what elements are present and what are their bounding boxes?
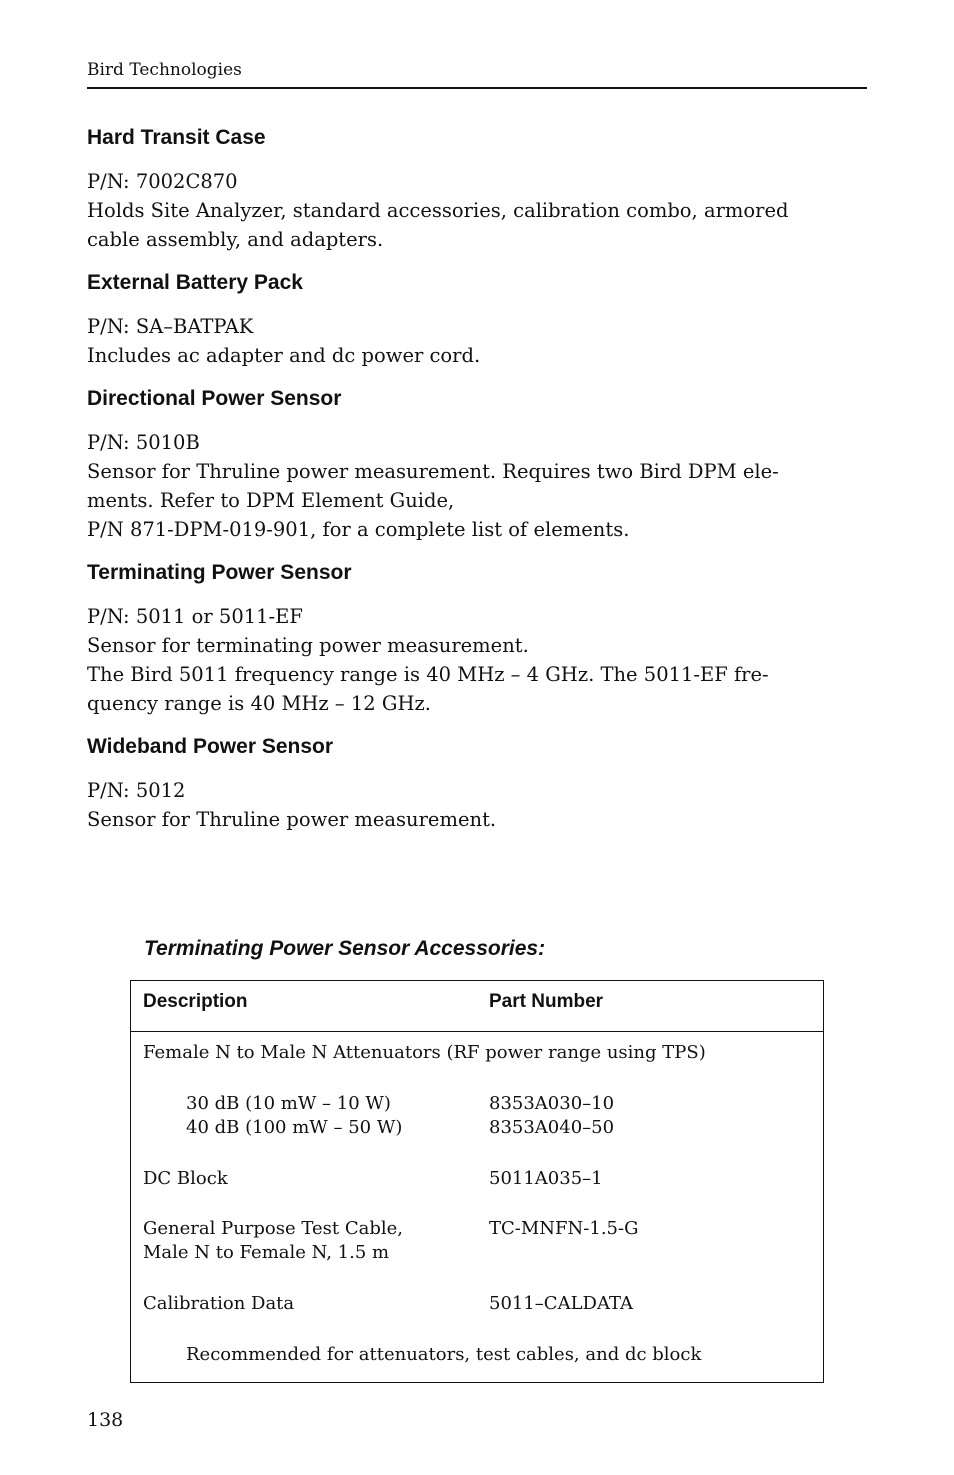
dc-block-part-number: 5011A035–1 — [489, 1168, 603, 1189]
page-header — [87, 60, 867, 89]
cal-data-note: Recommended for attenuators, test cables, and dc block — [186, 1344, 702, 1365]
body-line: Includes ac adapter and dc power cord. — [87, 344, 481, 367]
body-line: P/N: 5010B — [87, 431, 200, 454]
body-line: The Bird 5011 frequency range is 40 MHz – 4 GHz. The 5011-EF fre- — [87, 663, 769, 686]
cal-data-part-number: 5011–CALDATA — [489, 1293, 633, 1314]
body-line: Sensor for terminating power measurement. — [87, 634, 529, 657]
section-body — [87, 167, 867, 254]
body-line: Sensor for Thruline power measurement. Requires two Bird DPM ele- — [87, 460, 779, 483]
section-body — [87, 312, 867, 370]
section-wideband-power-sensor — [87, 733, 867, 834]
attenuators-heading: Female N to Male N Attenuators (RF power range using TPS) — [143, 1042, 706, 1063]
body-line: quency range is 40 MHz – 12 GHz. — [87, 692, 431, 715]
test-cable-part-number: TC-MNFN-1.5-G — [489, 1218, 639, 1239]
body-line: P/N: SA–BATPAK — [87, 315, 254, 338]
section-body — [87, 602, 867, 718]
body-line: P/N: 7002C870 — [87, 170, 238, 193]
section-title: Terminating Power Sensor — [87, 561, 352, 584]
accessories-table — [130, 980, 824, 1383]
section-title: Wideband Power Sensor — [87, 735, 334, 758]
section-directional-power-sensor — [87, 385, 867, 544]
section-terminating-power-sensor — [87, 559, 867, 718]
att40-description: 40 dB (100 mW – 50 W) — [186, 1117, 403, 1138]
section-title: Hard Transit Case — [87, 126, 266, 149]
att30-description: 30 dB (10 mW – 10 W) — [186, 1093, 391, 1114]
section-external-battery-pack — [87, 269, 867, 370]
table-header — [131, 981, 823, 1032]
body-line: cable assembly, and adapters. — [87, 228, 384, 251]
att30-part-number: 8353A030–10 — [489, 1093, 615, 1114]
body-line: P/N: 5011 or 5011-EF — [87, 605, 303, 628]
dc-block-description: DC Block — [143, 1168, 228, 1189]
section-hard-transit-case — [87, 124, 867, 254]
section-title: External Battery Pack — [87, 271, 303, 294]
body-line: Holds Site Analyzer, standard accessories, calibration combo, armored — [87, 199, 789, 222]
att40-part-number: 8353A040–50 — [489, 1117, 615, 1138]
test-cable-description-line2: Male N to Female N, 1.5 m — [143, 1242, 390, 1263]
section-title: Directional Power Sensor — [87, 387, 342, 410]
test-cable-description-line1: General Purpose Test Cable, — [143, 1218, 403, 1239]
column-header-part-number: Part Number — [489, 991, 604, 1012]
section-body — [87, 428, 867, 544]
body-line: P/N: 5012 — [87, 779, 186, 802]
table-caption: Terminating Power Sensor Accessories: — [144, 937, 546, 960]
section-body — [87, 776, 867, 834]
header-title: Bird Technologies — [87, 60, 242, 80]
body-line: Sensor for Thruline power measurement. — [87, 808, 497, 831]
content — [87, 124, 867, 849]
page-number: 138 — [87, 1409, 124, 1431]
cal-data-description: Calibration Data — [143, 1293, 295, 1314]
body-line: ments. Refer to DPM Element Guide, — [87, 489, 455, 512]
body-line: P/N 871-DPM-019-901, for a complete list of elements. — [87, 518, 630, 541]
column-header-description: Description — [143, 991, 248, 1012]
